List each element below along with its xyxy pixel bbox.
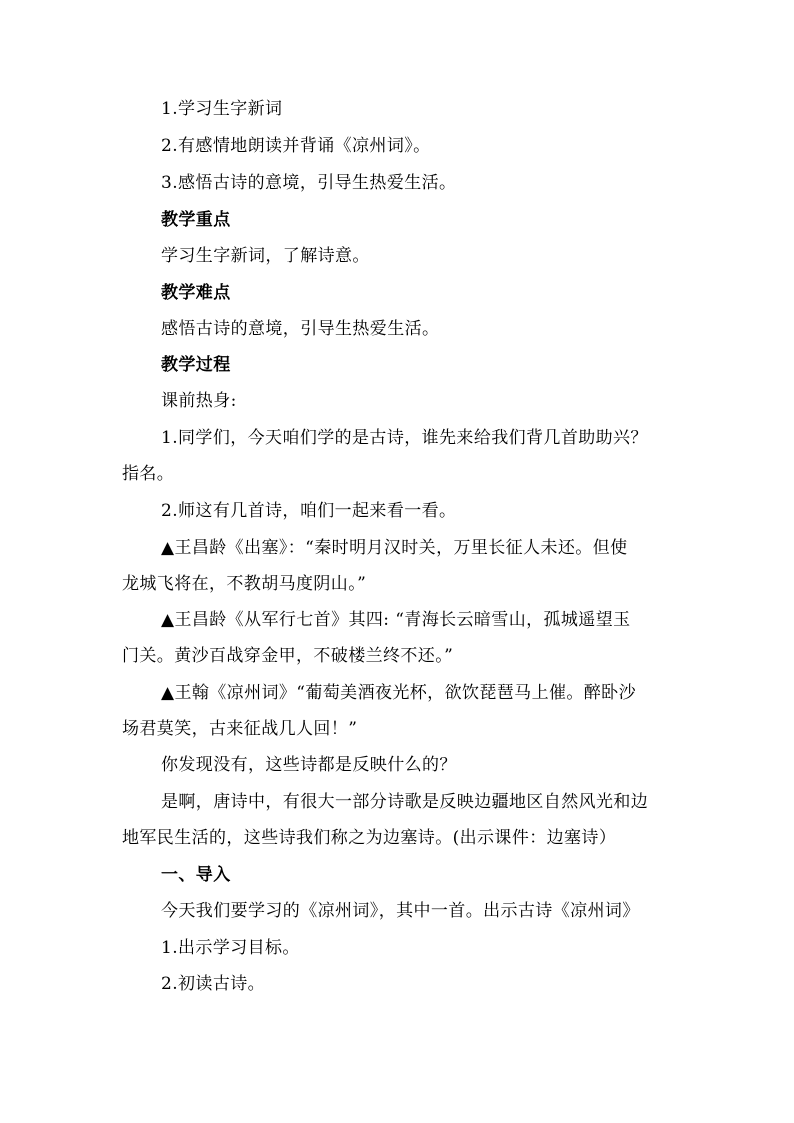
question-text: 你发现没有，这些诗都是反映什么的？ <box>161 755 457 775</box>
answer-text: 是啊，唐诗中，有很大一部分诗歌是反映边疆地区自然风光和边 <box>161 792 649 812</box>
poem-3: ▲王翰《凉州词》“葡萄美酒夜光杯，欲饮琵琶马上催。醉卧沙 <box>161 683 636 703</box>
intro-heading: 一、导入 <box>161 865 231 885</box>
warmup-label: 课前热身: <box>161 391 237 411</box>
key-points-text: 学习生字新词，了解诗意。 <box>161 246 370 266</box>
objective-2: 2.有感情地朗读并背诵《凉州词》。 <box>161 136 431 156</box>
poem-3-cont: 场君莫笑，古来征战几人回！” <box>122 719 358 739</box>
poem-1: ▲王昌龄《出塞》：“秦时明月汉时关，万里长征人未还。但使 <box>161 538 628 558</box>
process-heading: 教学过程 <box>161 355 231 375</box>
intro-step-1: 1.出示学习目标。 <box>161 938 300 958</box>
intro-step-2: 2.初读古诗。 <box>161 974 266 994</box>
objective-3: 3.感悟古诗的意境，引导生热爱生活。 <box>161 173 457 193</box>
objective-1: 1.学习生字新词 <box>161 99 283 119</box>
key-points-heading: 教学重点 <box>161 210 231 230</box>
warmup-item-1: 1.同学们，今天咱们学的是古诗，谁先来给我们背几首助助兴？ <box>161 428 648 448</box>
warmup-item-1-cont: 指名。 <box>122 464 175 484</box>
intro-text: 今天我们要学习的《凉州词》，其中一首。出示古诗《凉州词》 <box>161 901 640 921</box>
warmup-item-2: 2.师这有几首诗，咱们一起来看一看。 <box>161 501 457 521</box>
poem-2-cont: 门关。黄沙百战穿金甲，不破楼兰终不还。” <box>122 646 454 666</box>
answer-text-cont: 地军民生活的，这些诗我们称之为边塞诗。(出示课件：边塞诗） <box>122 828 617 848</box>
poem-1-cont: 龙城飞将在，不教胡马度阴山。” <box>122 574 367 594</box>
poem-2: ▲王昌龄《从军行七首》其四: “青海长云暗雪山，孤城遥望玉 <box>161 610 631 630</box>
difficulties-heading: 教学难点 <box>161 283 231 303</box>
difficulties-text: 感悟古诗的意境，引导生热爱生活。 <box>161 319 440 339</box>
